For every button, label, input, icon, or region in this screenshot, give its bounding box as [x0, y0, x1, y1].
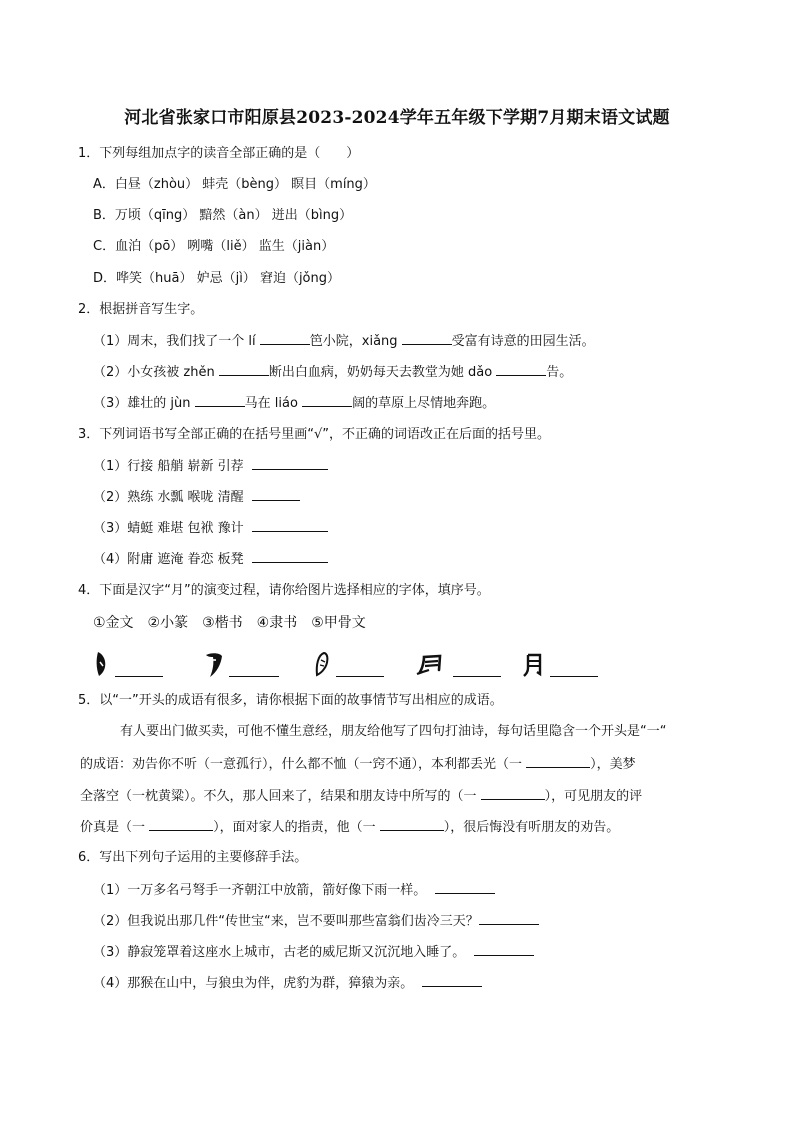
q2-item-3-mid: 马在 liáo: [244, 396, 303, 411]
answer-blank[interactable]: [252, 550, 328, 563]
answer-blank[interactable]: [336, 676, 384, 677]
answer-blank[interactable]: [550, 676, 598, 677]
answer-blank[interactable]: [252, 488, 300, 501]
q5-story-line-2a: 的成语：劝告你不听（一意孤行），什么都不恤（一窍不通），本利都丢光（一: [80, 757, 527, 772]
answer-blank[interactable]: [195, 394, 245, 407]
answer-blank[interactable]: [474, 943, 534, 956]
q6-item-3-text: （3）静寂笼罩着这座水上城市，古老的威尼斯又沉沉地入睡了。: [93, 945, 466, 960]
q2-item-1-mid: 笆小院，xiǎng: [309, 334, 402, 349]
q6-item-3: [93, 943, 534, 962]
answer-blank[interactable]: [481, 787, 545, 800]
q6-stem: 6．写出下列句子运用的主要修辞手法。: [78, 850, 308, 865]
q5-story-line-2b: ），美梦: [590, 757, 636, 772]
answer-blank[interactable]: [260, 332, 310, 345]
q4-stem: 4．下面是汉字“月”的演变过程，请你给图片选择相应的字体，填序号。: [78, 583, 490, 598]
answer-blank[interactable]: [402, 332, 452, 345]
q2-item-2-mid: 断出白血病，奶奶每天去教堂为她 dǎo: [268, 365, 497, 380]
q2-stem: 2．根据拼音写生字。: [78, 302, 204, 317]
seal-yue-icon: [313, 650, 331, 678]
answer-blank[interactable]: [453, 676, 501, 677]
regular-yue-icon: [521, 650, 545, 678]
q3-item-1-text: （1）行接 船艄 崭新 引荐: [93, 459, 244, 474]
q6-item-1: [93, 881, 495, 900]
q5-story-line-4b: ），面对家人的指责，他（一: [213, 820, 380, 835]
answer-blank[interactable]: [422, 974, 482, 987]
q5-story-line-2: [80, 755, 636, 774]
q3-item-2: [93, 488, 300, 507]
q2-item-3-post: 阔的草原上尽情地奔跑。: [352, 396, 496, 411]
q3-item-4-text: （4）附庸 遮淹 眷恋 板凳: [93, 552, 244, 567]
oracle-bone-yue-icon: [93, 650, 111, 678]
q2-item-3-pre: （3）雄壮的 jùn: [93, 396, 195, 411]
answer-blank[interactable]: [229, 676, 279, 677]
q6-item-2: [93, 912, 539, 931]
q3-item-2-text: （2）熟练 水瓢 喉咙 清醒: [93, 490, 244, 505]
answer-blank[interactable]: [526, 755, 590, 768]
q6-item-2-text: （2）但我说出那几件“传世宝“来，岂不要叫那些富翁们齿冷三天？: [93, 914, 479, 929]
answer-blank[interactable]: [252, 519, 328, 532]
q6-item-1-text: （1）一万多名弓弩手一齐朝江中放箭，箭好像下雨一样。: [93, 883, 427, 898]
q1-stem: 1．下列每组加点字的读音全部正确的是（ ）: [78, 146, 360, 161]
q2-item-1-post: 受富有诗意的田园生活。: [451, 334, 595, 349]
answer-blank[interactable]: [380, 818, 444, 831]
q1-option-d: D．哗笑（huā） 妒忌（jì） 窘迫（jǒng）: [93, 271, 341, 286]
q2-item-2-post: 告。: [546, 365, 573, 380]
q2-item-1: [93, 332, 595, 351]
answer-blank[interactable]: [435, 881, 495, 894]
q5-story-line-3a: 全落空（一枕黄粱）。不久，那人回来了，结果和朋友诗中所写的（一: [80, 789, 481, 804]
q6-item-4: [93, 974, 482, 993]
q2-item-2-pre: （2）小女孩被 zhěn: [93, 365, 219, 380]
q3-stem: 3．下列词语书写全部正确的在括号里画“√”，不正确的词语改正在后面的括号里。: [78, 427, 551, 442]
q5-story-line-3b: ），可见朋友的评: [544, 789, 643, 804]
answer-blank[interactable]: [496, 363, 546, 376]
answer-blank[interactable]: [219, 363, 269, 376]
answer-blank[interactable]: [479, 912, 539, 925]
q5-story-line-1: 有人要出门做买卖，可他不懂生意经，朋友给他写了四句打油诗，每句话里隐含一个开头是“一“: [120, 724, 667, 739]
q2-item-1-pre: （1）周末，我们找了一个 lí: [93, 334, 260, 349]
clerical-yue-icon: [415, 650, 445, 678]
q1-option-c: C．血泊（pō） 咧嘴（liě） 监生（jiàn）: [93, 239, 335, 254]
page-title: 河北省张家口市阳原县2023-2024学年五年级下学期7月期末语文试题: [124, 108, 670, 128]
answer-blank[interactable]: [149, 818, 213, 831]
q4-font-options: ①金文 ②小篆 ③楷书 ④隶书 ⑤甲骨文: [93, 615, 366, 631]
answer-blank[interactable]: [252, 457, 328, 470]
q2-item-3: [93, 394, 495, 413]
q5-story-line-3: [80, 787, 642, 806]
q5-story-line-4: [80, 818, 619, 837]
bronze-yue-icon: [203, 650, 225, 678]
answer-blank[interactable]: [302, 394, 352, 407]
answer-blank[interactable]: [115, 676, 163, 677]
q3-item-1: [93, 457, 328, 476]
q3-item-3: [93, 519, 328, 538]
q1-option-b: B．万顷（qīng） 黯然（àn） 迸出（bìng）: [93, 208, 353, 223]
q6-item-4-text: （4）那猴在山中，与狼虫为伴，虎豹为群，獐猿为亲。: [93, 976, 414, 991]
q2-item-2: [93, 363, 572, 382]
q5-story-line-4a: 价真是（一: [80, 820, 150, 835]
q3-item-3-text: （3）蜻蜓 难堪 包袱 豫计: [93, 521, 244, 536]
q5-stem: 5．以“一”开头的成语有很多，请你根据下面的故事情节写出相应的成语。: [78, 693, 503, 708]
q3-item-4: [93, 550, 328, 569]
q1-option-a: A．白昼（zhòu） 蚌壳（bèng） 瞑目（míng）: [93, 177, 376, 192]
q5-story-line-4c: ），很后悔没有听朋友的劝告。: [443, 820, 620, 835]
